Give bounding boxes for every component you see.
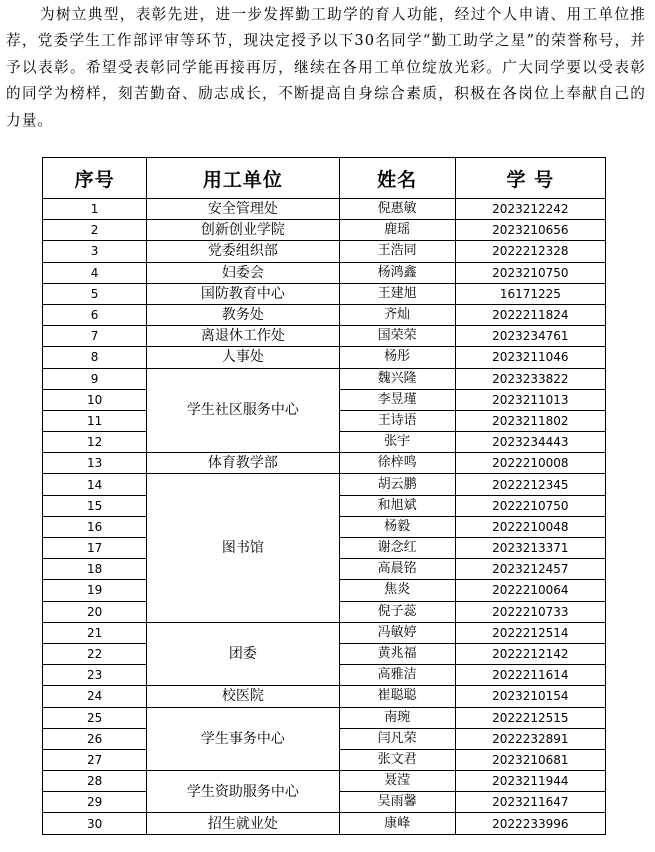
row-index: 17 xyxy=(43,538,147,559)
student-id-cell: 16171225 xyxy=(455,283,605,304)
name-cell: 黄兆福 xyxy=(339,643,455,664)
name-cell: 杨彤 xyxy=(339,347,455,368)
student-id-cell: 2023234761 xyxy=(455,326,605,347)
student-id-cell: 2022212514 xyxy=(455,622,605,643)
row-index: 29 xyxy=(43,792,147,813)
table-row xyxy=(43,199,606,220)
name-cell: 王浩同 xyxy=(339,241,455,262)
student-id-cell: 2023210750 xyxy=(455,262,605,283)
table-row xyxy=(43,707,606,728)
row-index: 5 xyxy=(43,283,147,304)
unit-cell: 学生资助服务中心 xyxy=(147,771,339,813)
row-index: 9 xyxy=(43,368,147,389)
row-index: 22 xyxy=(43,643,147,664)
student-id-cell: 2022210733 xyxy=(455,601,605,622)
name-cell: 魏兴隆 xyxy=(339,368,455,389)
student-id-cell: 2022211614 xyxy=(455,665,605,686)
student-id-cell: 2023213371 xyxy=(455,538,605,559)
table-row xyxy=(43,326,606,347)
row-index: 1 xyxy=(43,199,147,220)
row-index: 13 xyxy=(43,453,147,474)
student-id-cell: 2022210008 xyxy=(455,453,605,474)
name-cell: 闫凡荣 xyxy=(339,728,455,749)
name-cell: 南琬 xyxy=(339,707,455,728)
name-cell: 齐灿 xyxy=(339,304,455,325)
unit-cell: 教务处 xyxy=(147,304,339,325)
name-cell: 冯敏婷 xyxy=(339,622,455,643)
row-index: 7 xyxy=(43,326,147,347)
student-id-cell: 2023211802 xyxy=(455,410,605,431)
name-cell: 国荣荣 xyxy=(339,326,455,347)
unit-cell: 党委组织部 xyxy=(147,241,339,262)
name-cell: 吴雨馨 xyxy=(339,792,455,813)
honor-table xyxy=(42,157,606,835)
student-id-cell: 2023210154 xyxy=(455,686,605,707)
row-index: 3 xyxy=(43,241,147,262)
student-id-cell: 2022210750 xyxy=(455,495,605,516)
table-body xyxy=(43,199,606,835)
student-id-cell: 2022212345 xyxy=(455,474,605,495)
name-cell: 高雅洁 xyxy=(339,665,455,686)
row-index: 8 xyxy=(43,347,147,368)
student-id-cell: 2023210656 xyxy=(455,220,605,241)
row-index: 11 xyxy=(43,410,147,431)
row-index: 19 xyxy=(43,580,147,601)
row-index: 26 xyxy=(43,728,147,749)
name-cell: 康峰 xyxy=(339,813,455,834)
student-id-cell: 2022233996 xyxy=(455,813,605,834)
student-id-cell: 2022210064 xyxy=(455,580,605,601)
name-cell: 杨毅 xyxy=(339,516,455,537)
student-id-cell: 2022232891 xyxy=(455,728,605,749)
name-cell: 张文君 xyxy=(339,749,455,770)
row-index: 10 xyxy=(43,389,147,410)
student-id-cell: 2022210048 xyxy=(455,516,605,537)
row-index: 27 xyxy=(43,749,147,770)
row-index: 4 xyxy=(43,262,147,283)
student-id-cell: 2023212242 xyxy=(455,199,605,220)
table-row xyxy=(43,262,606,283)
student-id-cell: 2023211013 xyxy=(455,389,605,410)
student-id-cell: 2022211824 xyxy=(455,304,605,325)
header-unit: 用工单位 xyxy=(147,158,339,199)
row-index: 24 xyxy=(43,686,147,707)
student-id-cell: 2023211046 xyxy=(455,347,605,368)
table-row xyxy=(43,771,606,792)
name-cell: 崔聪聪 xyxy=(339,686,455,707)
table-row xyxy=(43,283,606,304)
student-id-cell: 2023233822 xyxy=(455,368,605,389)
name-cell: 杨鸿鑫 xyxy=(339,262,455,283)
table-row xyxy=(43,453,606,474)
unit-cell: 创新创业学院 xyxy=(147,220,339,241)
student-id-cell: 2022212328 xyxy=(455,241,605,262)
table-row xyxy=(43,813,606,834)
name-cell: 李昱瑾 xyxy=(339,389,455,410)
table-row xyxy=(43,241,606,262)
student-id-cell: 2023211944 xyxy=(455,771,605,792)
table-row xyxy=(43,220,606,241)
name-cell: 王诗语 xyxy=(339,410,455,431)
student-id-cell: 2023234443 xyxy=(455,432,605,453)
header-index: 序号 xyxy=(43,158,147,199)
header-name: 姓名 xyxy=(339,158,455,199)
unit-cell: 学生事务中心 xyxy=(147,707,339,771)
unit-cell: 妇委会 xyxy=(147,262,339,283)
row-index: 28 xyxy=(43,771,147,792)
name-cell: 王建旭 xyxy=(339,283,455,304)
unit-cell: 招生就业处 xyxy=(147,813,339,834)
row-index: 15 xyxy=(43,495,147,516)
name-cell: 胡云鹏 xyxy=(339,474,455,495)
header-student-id: 学 号 xyxy=(455,158,605,199)
name-cell: 鹿瑶 xyxy=(339,220,455,241)
table-row xyxy=(43,474,606,495)
student-id-cell: 2022212515 xyxy=(455,707,605,728)
unit-cell: 安全管理处 xyxy=(147,199,339,220)
row-index: 16 xyxy=(43,516,147,537)
name-cell: 聂滢 xyxy=(339,771,455,792)
name-cell: 和旭斌 xyxy=(339,495,455,516)
unit-cell: 校医院 xyxy=(147,686,339,707)
unit-cell: 人事处 xyxy=(147,347,339,368)
name-cell: 焦炎 xyxy=(339,580,455,601)
student-id-cell: 2022212142 xyxy=(455,643,605,664)
name-cell: 倪子蕊 xyxy=(339,601,455,622)
row-index: 14 xyxy=(43,474,147,495)
unit-cell: 学生社区服务中心 xyxy=(147,368,339,453)
table-row xyxy=(43,368,606,389)
unit-cell: 离退休工作处 xyxy=(147,326,339,347)
row-index: 30 xyxy=(43,813,147,834)
name-cell: 徐梓鸣 xyxy=(339,453,455,474)
student-id-cell: 2023212457 xyxy=(455,559,605,580)
name-cell: 倪惠敏 xyxy=(339,199,455,220)
unit-cell: 国防教育中心 xyxy=(147,283,339,304)
name-cell: 谢念红 xyxy=(339,538,455,559)
name-cell: 张宇 xyxy=(339,432,455,453)
name-cell: 高晨铭 xyxy=(339,559,455,580)
table-row xyxy=(43,347,606,368)
table-row xyxy=(43,622,606,643)
row-index: 2 xyxy=(43,220,147,241)
unit-cell: 团委 xyxy=(147,622,339,686)
row-index: 21 xyxy=(43,622,147,643)
row-index: 23 xyxy=(43,665,147,686)
intro-paragraph: 为树立典型，表彰先进，进一步发挥勤工助学的育人功能，经过个人申请、用工单位推荐，党委学生工作部评审等环节，现决定授予以下30名同学“勤工助学之星”的荣誉称号，并予以表彰。希望受表彰同学能再接再厉，继续在各用工单位绽放光彩。广大同学要以受表彰的同学为榜样，刻苦勤奋、励志成长，不断提高自身综合素质，积极在各岗位上奉献自己的力量。 xyxy=(6,6,646,129)
table-row xyxy=(43,686,606,707)
unit-cell: 图书馆 xyxy=(147,474,339,622)
row-index: 12 xyxy=(43,432,147,453)
row-index: 20 xyxy=(43,601,147,622)
row-index: 6 xyxy=(43,304,147,325)
row-index: 18 xyxy=(43,559,147,580)
student-id-cell: 2023210681 xyxy=(455,749,605,770)
row-index: 25 xyxy=(43,707,147,728)
student-id-cell: 2023211647 xyxy=(455,792,605,813)
unit-cell: 体育教学部 xyxy=(147,453,339,474)
table-row xyxy=(43,304,606,325)
table-header-row xyxy=(43,158,606,199)
